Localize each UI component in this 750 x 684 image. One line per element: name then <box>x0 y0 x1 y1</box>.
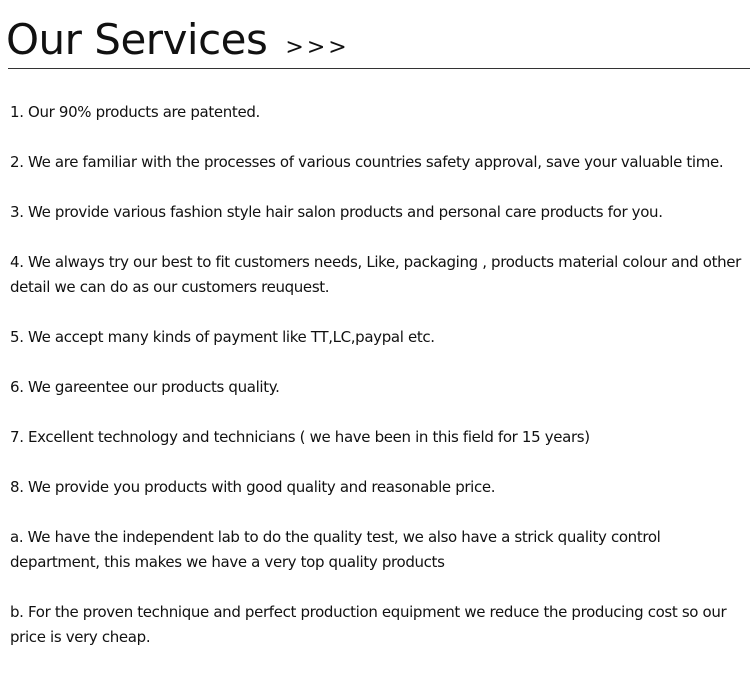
service-item-5: 5. We accept many kinds of payment like TT,LC,paypal etc. <box>10 328 435 346</box>
page-title: Our Services <box>6 15 268 64</box>
service-item-a: a. We have the independent lab to do the quality test, we also have a strick quality control department, this makes we have a very top quality products <box>10 528 661 571</box>
service-item-7: 7. Excellent technology and technicians ( we have been in this field for 15 years) <box>10 428 590 446</box>
chevrons-right-icon: >>> <box>285 35 350 60</box>
service-item-8: 8. We provide you products with good quality and reasonable price. <box>10 478 496 496</box>
service-item-1: 1. Our 90% products are patented. <box>10 103 260 121</box>
header-divider <box>8 68 750 69</box>
service-item-4: 4. We always try our best to fit customers needs, Like, packaging , products material colour and other detail we can do as our customers reuquest. <box>10 253 741 296</box>
page-header <box>6 12 350 68</box>
service-item-6: 6. We gareentee our products quality. <box>10 378 280 396</box>
service-item-3: 3. We provide various fashion style hair salon products and personal care products for you. <box>10 203 663 221</box>
service-item-b: b. For the proven technique and perfect production equipment we reduce the producing cost so our price is very cheap. <box>10 603 727 646</box>
services-list <box>10 100 745 675</box>
service-item-2: 2. We are familiar with the processes of various countries safety approval, save your valuable time. <box>10 153 724 171</box>
